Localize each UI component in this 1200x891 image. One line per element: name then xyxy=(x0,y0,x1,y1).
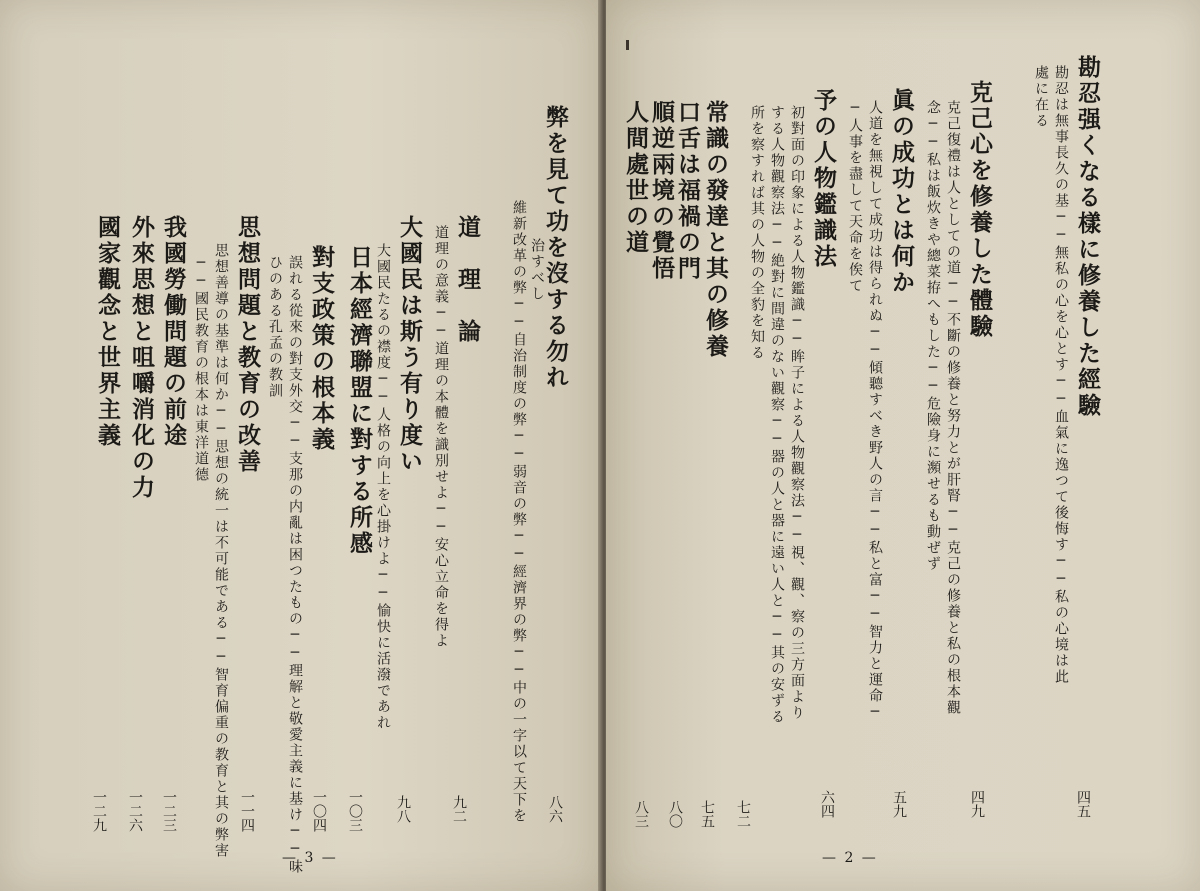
toc-subtitle: 思想善導の基準は何か──思想の統一は不可能である──智育偏重の教育と其の弊害 xyxy=(213,243,229,859)
toc-page-number: 一一四 xyxy=(239,790,255,832)
toc-page-number: 八〇 xyxy=(667,800,683,828)
toc-entry-title: 人間處世の道 xyxy=(622,100,649,256)
print-mark xyxy=(626,40,629,50)
toc-page-number: 八六 xyxy=(547,795,563,823)
toc-entry-title: 日本經濟聯盟に對する所感 xyxy=(346,245,373,557)
toc-page-number: 九二 xyxy=(451,795,467,823)
toc-subtitle: 大國民たるの襟度──人格の向上を心掛けよ──愉快に活潑であれ xyxy=(375,243,391,731)
toc-subtitle: 道理の意義──道理の本體を識別せよ──安心立命を得よ xyxy=(433,225,449,649)
toc-subtitle: ─人事を盡して天命を俟て xyxy=(847,100,863,294)
toc-page-number: 一〇四 xyxy=(311,790,327,832)
toc-entry-title: 眞の成功とは何か xyxy=(888,88,915,296)
right-page xyxy=(606,0,1200,891)
toc-subtitle: 克己復禮は人としての道──不斷の修養と努力とが肝腎──克己の修養と私の根本觀 xyxy=(945,100,961,716)
toc-subtitle: 維新改革の弊──自治制度の弊──弱音の弊──經濟界の弊──中の一字以て天下を xyxy=(511,200,527,824)
toc-page-number: 五九 xyxy=(891,790,907,818)
toc-entry-title: 勘忍强くなる樣に修養した經驗 xyxy=(1074,55,1101,419)
toc-page-number: 一〇三 xyxy=(347,790,363,832)
toc-page-number: 七五 xyxy=(699,800,715,828)
toc-subtitle: 念──私は飯炊きや總菜拵へもした──危險身に瀕せるも動ぜず xyxy=(925,100,941,572)
toc-entry-title: 口舌は福禍の門 xyxy=(674,100,701,282)
toc-entry-title: 克己心を修養した體驗 xyxy=(966,80,993,340)
toc-subtitle: 誤れる從來の對支外交──支那の内亂は困つたもの──理解と敬愛主義に基け──味 xyxy=(287,255,303,875)
toc-entry-title: 思想問題と教育の改善 xyxy=(234,215,261,475)
toc-entry-title: 順逆兩境の覺悟 xyxy=(648,100,675,282)
toc-page-number: 一二三 xyxy=(161,790,177,832)
page-folio: — 3 — xyxy=(282,850,338,866)
toc-page-number: 九八 xyxy=(395,795,411,823)
toc-subtitle: 初對面の印象による人物鑑識──眸子による人物觀察法──視、觀、察の三方面より xyxy=(789,105,805,721)
toc-entry-title: 大國民は斯う有り度い xyxy=(396,215,423,475)
toc-page-number: 一二六 xyxy=(127,790,143,832)
toc-page-number: 八三 xyxy=(633,800,649,828)
toc-page-number: 一二九 xyxy=(91,790,107,832)
toc-entry-title: 常識の發達と其の修養 xyxy=(702,100,729,360)
toc-page-number: 六四 xyxy=(819,790,835,818)
toc-page-number: 四五 xyxy=(1075,790,1091,818)
toc-entry-title: 弊を見て功を沒する勿れ xyxy=(542,105,569,391)
toc-entry-title: 我國勞働問題の前途 xyxy=(160,215,187,449)
toc-subtitle: 所を察すれば其の人物の全豹を知る xyxy=(749,105,765,361)
toc-subtitle: 處に在る xyxy=(1033,65,1049,129)
toc-subtitle: ──國民教育の根本は東洋道德 xyxy=(193,255,209,483)
toc-subtitle: 人道を無視して成功は得られぬ──傾聽すべき野人の言──私と富──智力と運命─ xyxy=(867,100,883,722)
toc-page-number: 七二 xyxy=(735,800,751,828)
toc-entry-title: 予の人物鑑識法 xyxy=(810,88,837,270)
toc-entry-title: 國家觀念と世界主義 xyxy=(94,215,121,449)
toc-subtitle: する人物觀察法──絶對に間違のない觀察──器の人と器に遠い人と──其の安ずる xyxy=(769,105,785,725)
toc-subtitle: 勘忍は無事長久の基──無私の心を心とす──血氣に逸つて後悔す──私の心境は此 xyxy=(1053,65,1069,685)
toc-subtitle: 治すべし xyxy=(529,238,545,302)
toc-entry-title: 外來思想と咀嚼消化の力 xyxy=(128,215,155,501)
toc-entry-title: 對支政策の根本義 xyxy=(308,245,335,453)
toc-subtitle: ひのある孔孟の教訓 xyxy=(267,255,283,399)
toc-entry-title: 道 理 論 xyxy=(454,215,481,345)
page-folio: — 2 — xyxy=(822,850,878,866)
toc-page-number: 四九 xyxy=(969,790,985,818)
